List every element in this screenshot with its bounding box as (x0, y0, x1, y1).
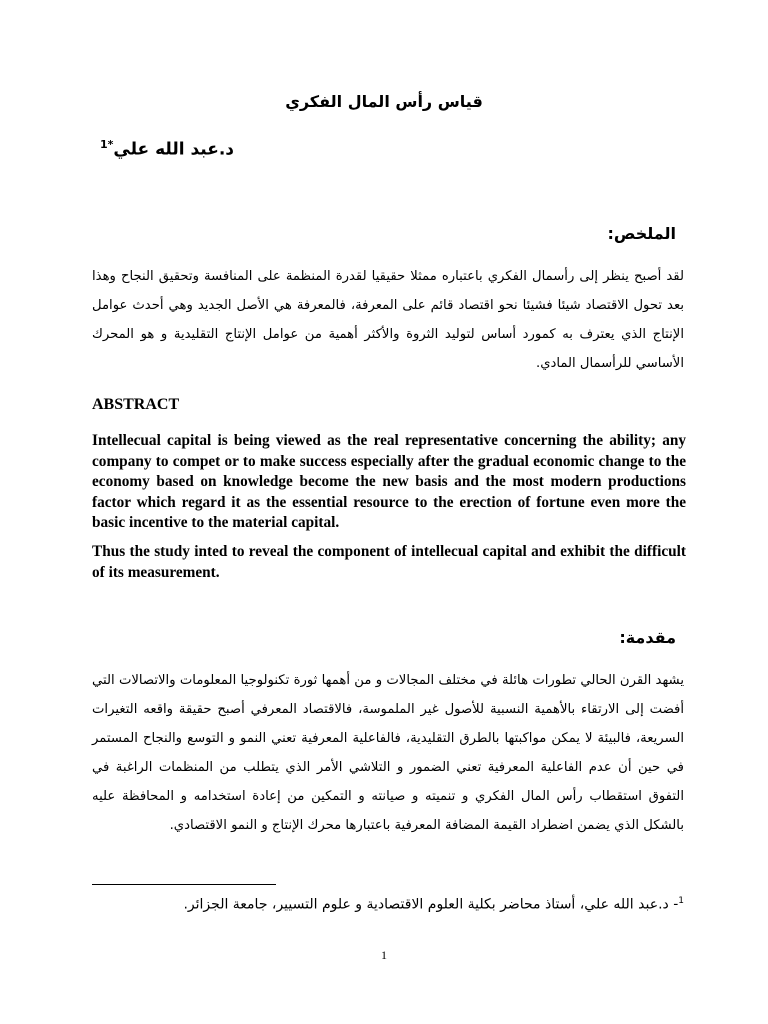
english-abstract-heading: ABSTRACT (92, 396, 180, 413)
author-line (100, 138, 234, 160)
paper-title: قياس رأس المال الفكري (285, 92, 483, 111)
author-name: د.عبد الله علي (113, 139, 235, 160)
arabic-abstract-text: لقد أصبح ينظر إلى رأسمال الفكري باعتباره ممثلا حقيقيا لقدرة المنظمة على المنافسة وتحقيق النجاح وهذا بعد تحول الاقتصاد شيئا فشيئا نحو اقتصاد قائم على المعرفة، فالمعرفة هي الأصل الجديد وهي أحدث عوامل الإنتاج الذي يعترف به كمورد أساس لتوليد الثروة والأكثر أهمية من عوامل الإنتاج التقليدية و هو المحرك الأساسي للرأسمال المادي. (92, 269, 684, 371)
arabic-abstract-heading: الملخص: (607, 224, 676, 243)
footnote-divider (92, 884, 276, 885)
author-footnote-mark: *1 (100, 138, 114, 151)
footnote-number: 1 (678, 896, 684, 906)
footnote (92, 890, 684, 916)
introduction-text: يشهد القرن الحالي تطورات هائلة في مختلف المجالات و من أهمها ثورة تكنولوجيا المعلومات والاتصالات التي أفضت إلى الارتقاء بالأهمية النسبية للأصول غير الملموسة، فالاقتصاد المعرفي أصبح حقيقة واقعه التغيرات السريعة، فالبيئة لا يمكن مواكبتها بالطرق التقليدية، فالفاعلية المعرفية تعني النمو و التوسع والنجاح المستمر في حين أن عدم الفاعلية المعرفية تعني الضمور و التلاشي الأمر الذي يتطلب من المنظمات الراغبة في التفوق استقطاب رأس المال الفكري و تنميته و صيانته و التمكين من إعادة استخدامه و المحافظة عليه بالشكل الذي يضمن اضطراد القيمة المضافة المعرفية باعتبارها محرك الإنتاج و النمو الاقتصادي. (92, 673, 684, 833)
english-abstract-paragraph-1: Intellecual capital is being viewed as the real representative concerning the ability; any company to compet or to make success especially after the gradual economic change to the economy based on knowledge become the new basis and the most modern productions factor which regard it as the essential resource to the erection of fortune even more the basic incentive to the material capital. (92, 432, 686, 531)
english-abstract-paragraph-2: Thus the study inted to reveal the component of intellecual capital and exhibit the difficult of its measurement. (92, 543, 686, 581)
introduction-heading: مقدمة: (619, 628, 676, 647)
footnote-text: - د.عبد الله علي، أستاذ محاضر بكلية العلوم الاقتصادية و علوم التسيير، جامعة الجزائر. (183, 896, 679, 913)
page-number: 1 (381, 948, 387, 962)
